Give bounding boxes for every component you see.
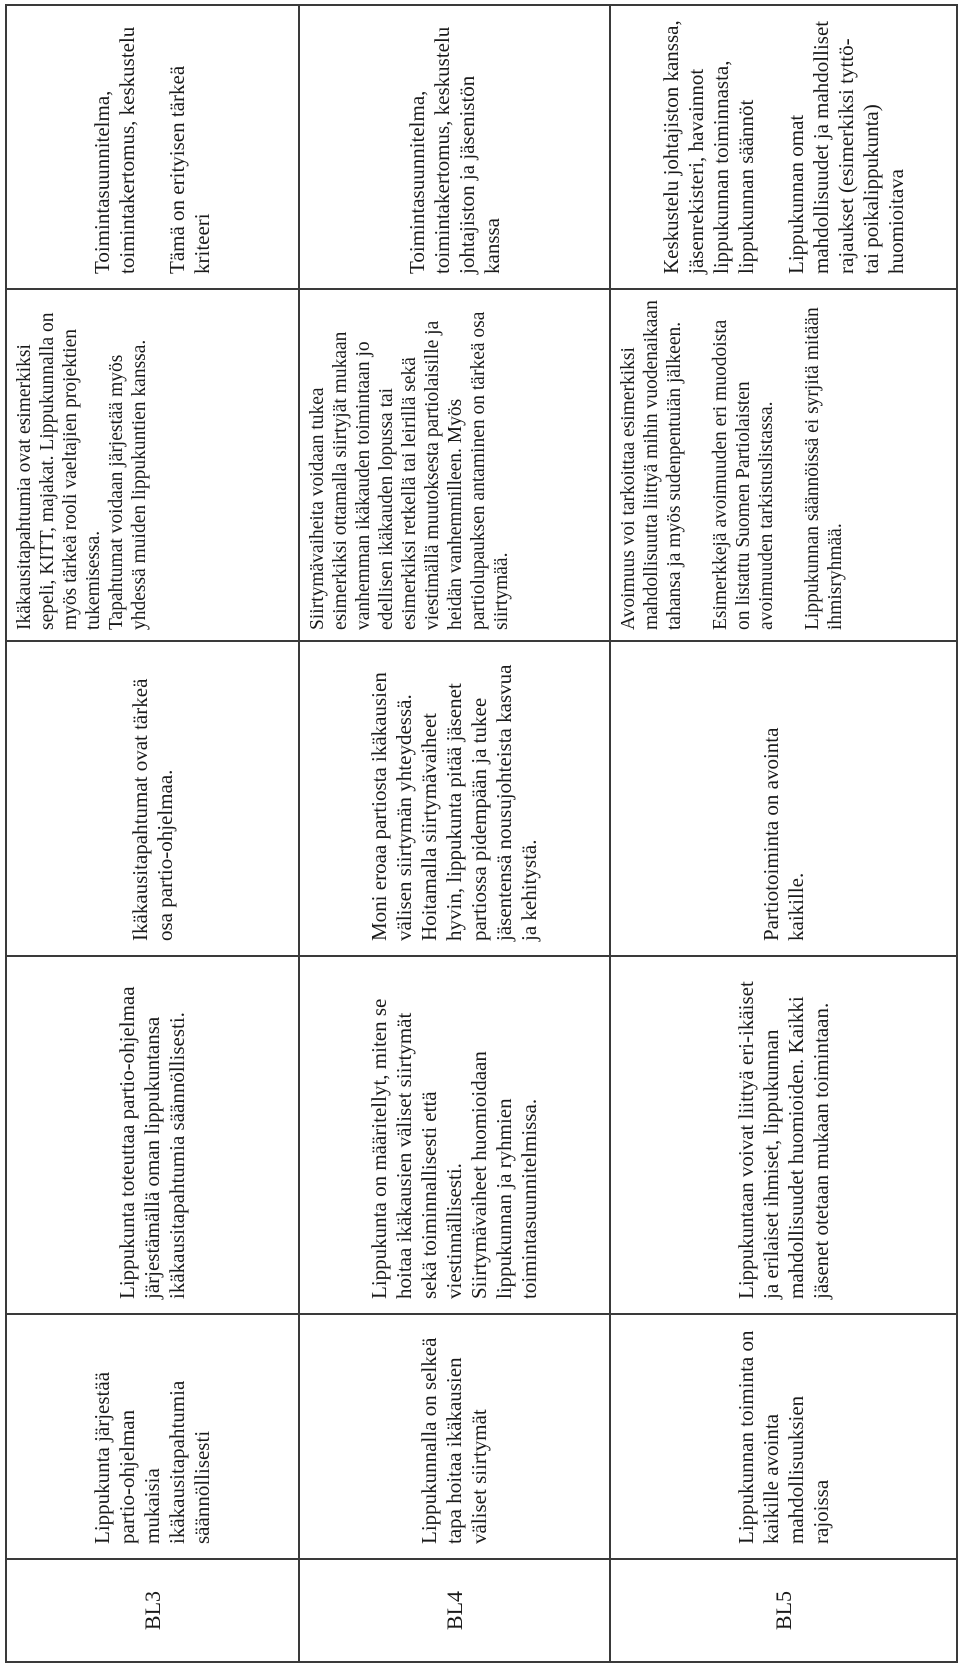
criterion-code: BL3 xyxy=(6,1559,299,1662)
criterion-rationale: Partiotoiminta on avointa kaikille. xyxy=(610,641,957,956)
criteria-table xyxy=(5,4,958,1663)
table-row xyxy=(610,5,957,1662)
criterion-examples: Ikäkausitapahtumia ovat esimerkiksi sepeli, KITT, majakat. Lippukunnalla on myös tärkeä rooli vaeltajien projektien tukemisessa. Tapahtumat voidaan järjestää myös yhdessä muiden lippukuntien kanssa. xyxy=(6,289,299,641)
criterion-evaluation: Toimintasuunnitelma, toimintakertomus, keskustelu Tämä on erityisen tärkeä kriteeri xyxy=(6,5,299,289)
criterion-title: Lippukunta järjestää partio-ohjelman mukaisia ikäkausitapahtumia säännöllisesti xyxy=(6,1314,299,1559)
criterion-rationale: Ikäkausitapahtumat ovat tärkeä osa partio-ohjelmaa. xyxy=(6,641,299,956)
criterion-evaluation: Keskustelu johtajiston kanssa, jäsenrekisteri, havainnot lippukunnan toiminnasta, lippukunnan säännöt Lippukunnan omat mahdollisuudet ja mahdolliset rajaukset (esimerkiksi tyttö- tai poikalippukunta) huomioitava xyxy=(610,5,957,289)
table-row xyxy=(299,5,610,1662)
criterion-rationale: Moni eroaa partiosta ikäkausien välisen siirtymän yhteydessä. Hoitamalla siirtymävaiheet hyvin, lippukunta pitää jäsenet partiossa pidempään ja tukee jäsentensä nousujohteista kasvua ja kehitystä. xyxy=(299,641,610,956)
criterion-code: BL5 xyxy=(610,1559,957,1662)
criterion-evaluation: Toimintasuunnitelma, toimintakertomus, keskustelu johtajiston ja jäsenistön kanssa xyxy=(299,5,610,289)
criterion-description: Lippukunta on määritellyt, miten se hoitaa ikäkausien väliset siirtymät sekä toiminnallisesti että viestinnällisesti. Siirtymävaiheet huomioidaan lippukunnan ja ryhmien toimintasuunnitelmissa. xyxy=(299,956,610,1314)
criterion-code: BL4 xyxy=(299,1559,610,1662)
criterion-description: Lippukuntaan voivat liittyä eri-ikäiset ja erilaiset ihmiset, lippukunnan mahdollisuudet huomioiden. Kaikki jäsenet otetaan mukaan toimintaan. xyxy=(610,956,957,1314)
table-row xyxy=(6,5,299,1662)
criterion-title: Lippukunnan toiminta on kaikille avointa mahdollisuuksien rajoissa xyxy=(610,1314,957,1559)
criterion-examples: Avoimuus voi tarkoittaa esimerkiksi mahdollisuutta liittyä mihin vuodenaikaan tahansa ja myös sudenpentuiän jälkeen. Esimerkkejä avoimuuden eri muodoista on listattu Suomen Partiolaisten avoimuuden tarkistuslistassa. Lippukunnan säännöissä ei syrjitä mitään ihmisryhmää. xyxy=(610,289,957,641)
criterion-examples: Siirtymävaiheita voidaan tukea esimerkiksi ottamalla siirtyjät mukaan vanhemman ikäkauden toimintaan jo edellisen ikäkauden lopussa tai esimerkiksi retkellä tai leirillä sekä viestimällä muutoksesta partiolaisille ja heidän vanhemmilleen. Myös partiolupauksen antaminen on tärkeä osa siirtymää. xyxy=(299,289,610,641)
criterion-title: Lippukunnalla on selkeä tapa hoitaa ikäkausien väliset siirtymät xyxy=(299,1314,610,1559)
criterion-description: Lippukunta toteuttaa partio-ohjelmaa järjestämällä oman lippukuntansa ikäkausitapahtumia säännöllisesti. xyxy=(6,956,299,1314)
